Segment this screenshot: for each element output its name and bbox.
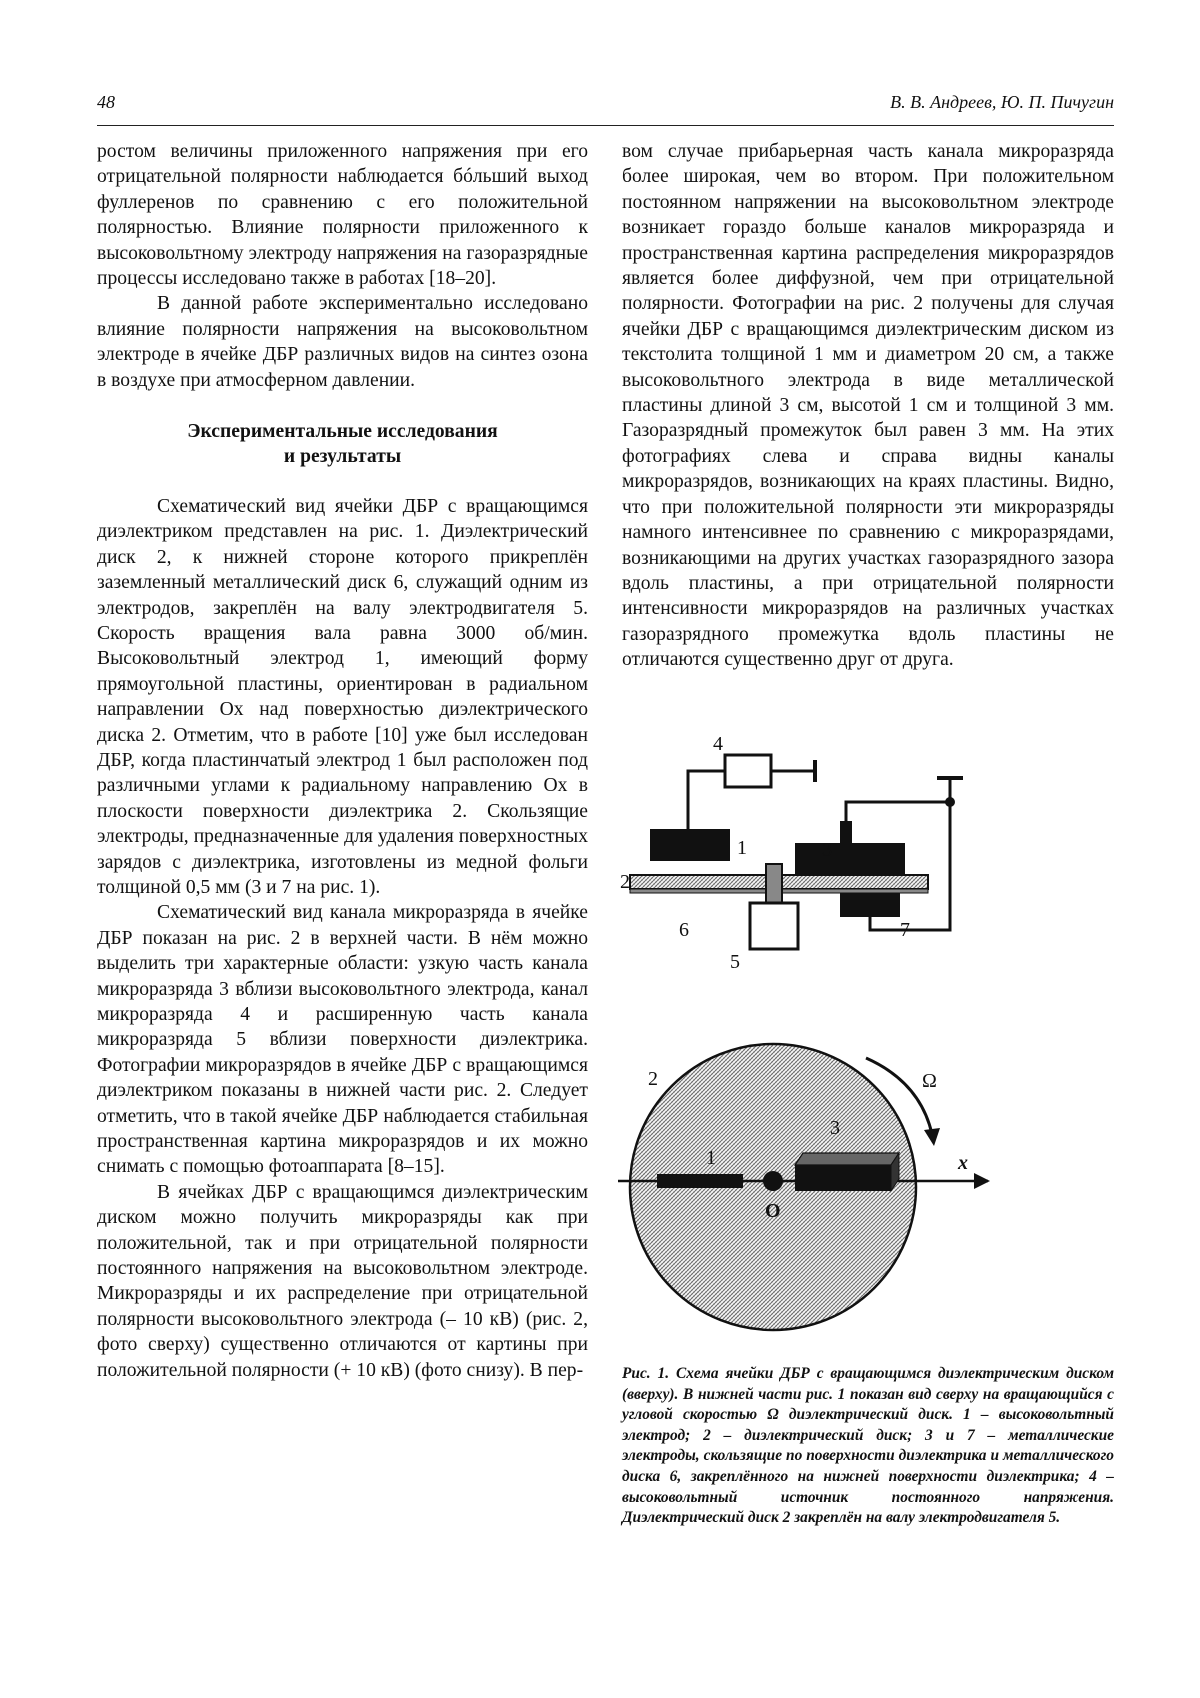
motor-5	[750, 903, 798, 949]
label-1: 1	[737, 837, 747, 859]
rotation-arrowhead	[924, 1128, 940, 1146]
axis-origin-dot	[763, 1171, 783, 1191]
header-rule	[97, 125, 1114, 126]
top-label-3: 3	[830, 1117, 840, 1139]
top-view-schematic	[618, 1044, 990, 1330]
electrode-3-wire	[846, 802, 950, 821]
paragraph: Схематический вид канала микроразряда в ячейке ДБР показан на рис. 2 в верхней части. В нём можно выделить три характерные области: узкую часть канала микроразряда 3 вблизи высоковольтного электрода, канал микроразряда 4 и расширенную часть канала микроразряда 5 вблизи поверхности диэлектрика. Фотографии микроразрядов в ячейке ДБР с вращающимся диэлектриком показаны в нижней части рис. 2. Следует отметить, что в такой ячейке ДБР наблюдается стабильная пространственная картина микроразрядов и их можно снимать с помощью фотоаппарата [8–15].	[97, 902, 588, 1178]
running-authors: В. В. Андреев, Ю. П. Пичугин	[890, 92, 1114, 112]
origin-label: O	[765, 1200, 781, 1222]
top-label-1: 1	[706, 1147, 716, 1169]
sliding-electrode-3	[795, 843, 905, 875]
label-4: 4	[713, 733, 723, 755]
paragraph: В данной работе экспериментально исследовано влияние полярности напряжения на высоковольтном электроде в ячейке ДБР различных видов на синтез озона в воздухе при атмосферном давлении.	[97, 293, 588, 391]
hv-electrode-1	[650, 829, 730, 861]
paragraph: ростом величины приложенного напряжения при его отрицательной полярности наблюдается бóльший выход фуллеренов по сравнению с его положительной полярностью. Влияние полярности приложенного к высоковольтному электроду напряжения на газоразрядные процессы исследовано также в работах [18–20].	[97, 141, 588, 290]
electrode-3-post	[840, 821, 852, 843]
running-header	[97, 92, 1114, 122]
paragraph: вом случае прибарьерная часть канала микроразряда более широкая, чем во втором. При положительном постоянном напряжении на высоковольтном электроде возникает гораздо больше каналов микроразряда и пространственная картина распределения микроразрядов является более диффузной, чем при отрицательной полярности. Фотографии на рис. 2 получены для случая ячейки ДБР с вращающимся диэлектрическим диском из текстолита толщиной 1 мм и диаметром 20 см, а также высоковольтного электрода в виде металлической пластины длиной 3 см, высотой 1 см и толщиной 3 мм. Газоразрядный промежуток был равен 3 мм. На этих фотографиях слева и справа видны каналы микроразрядов, возникающих на краях пластины. Видно, что при положительной полярности эти микроразряды намного интенсивнее по сравнению с микроразрядами, возникающими на других участках газоразрядного зазора вдоль пластины, а при отрицательной полярности интенсивности микроразрядов на различных участках газоразрядного промежутка вдоль пластины не отличаются существенно друг от друга.	[622, 141, 1114, 671]
electrode-3-top	[795, 1165, 891, 1191]
paragraph: В ячейках ДБР с вращающимся диэлектрическим диском можно получить микроразряды как при положительной, так и при отрицательной полярности постоянного напряжения на высоковольтном электроде. Микроразряды и их распределение при отрицательной полярности высоковольтного электрода (– 10 кВ) (рис. 2, фото сверху) существенно отличаются от картины при положительной полярности (+ 10 кВ) (фото снизу). В пер-	[97, 1181, 588, 1381]
section-heading-line: Экспериментальные исследования	[187, 421, 498, 443]
label-3: 3	[822, 839, 832, 861]
label-5: 5	[730, 951, 740, 973]
omega-label: Ω	[922, 1070, 937, 1092]
figure-caption: Рис. 1. Схема ячейки ДБР с вращающимся диэлектрическим диском (вверху). В нижней части рис. 1 показан вид сверху на вращающийся с угловой скоростью Ω диэлектрический диск. 1 – высоковольтный электрод; 2 – диэлектрический диск; 3 и 7 – металлические электроды, скользящие по поверхности диэлектрика и металлического диска 6, закреплённого на нижней поверхности диэлектрика; 4 – высоковольтный источник постоянного напряжения. Диэлектрический диск 2 закреплён на валу электродвигателя 5.	[622, 1365, 1114, 1527]
electrode-3-top-face	[795, 1153, 899, 1165]
label-7: 7	[900, 919, 910, 941]
label-2: 2	[620, 871, 630, 893]
paragraph: Схематический вид ячейки ДБР с вращающимся диэлектриком представлен на рис. 1. Диэлектрический диск 2, к нижней стороне которого прикреплён заземленный металлический диск 6, служащий одним из электродов, закреплён на валу электродвигателя 5. Скорость вращения вала равна 3000 об/мин. Высоковольтный электрод 1, имеющий форму прямоугольной пластины, ориентирован в радиальном направлении Ox над поверхностью диэлектрического диска 2. Отметим, что в работе [10] уже был исследован ДБР, когда пластинчатый электрод 1 был расположен под различными углами к радиальному направлению Ox в плоскости поверхности диэлектрика 2. Скользящие электроды, предназначенные для удаления поверхностных зарядов с диэлектрика, изготовлены из медной фольги толщиной 0,5 мм (3 и 7 на рис. 1).	[97, 495, 588, 898]
section-heading	[97, 419, 588, 470]
label-6: 6	[679, 919, 689, 941]
page-number: 48	[97, 92, 115, 112]
junction-dot	[945, 797, 955, 807]
section-heading-line: и результаты	[283, 446, 402, 468]
top-label-2: 2	[648, 1068, 658, 1090]
hv-wire	[688, 771, 725, 829]
power-source-4	[725, 755, 771, 787]
x-axis-label: x	[958, 1152, 968, 1174]
motor-shaft	[766, 864, 782, 904]
electrode-1-top	[657, 1174, 743, 1188]
figure-1	[620, 733, 1110, 1330]
left-column	[97, 139, 588, 1383]
x-axis-arrowhead	[974, 1173, 990, 1189]
figure-1-drawing	[620, 733, 1110, 1330]
sliding-electrode-7	[840, 893, 900, 917]
right-column	[622, 139, 1114, 673]
side-view-schematic	[620, 733, 963, 973]
